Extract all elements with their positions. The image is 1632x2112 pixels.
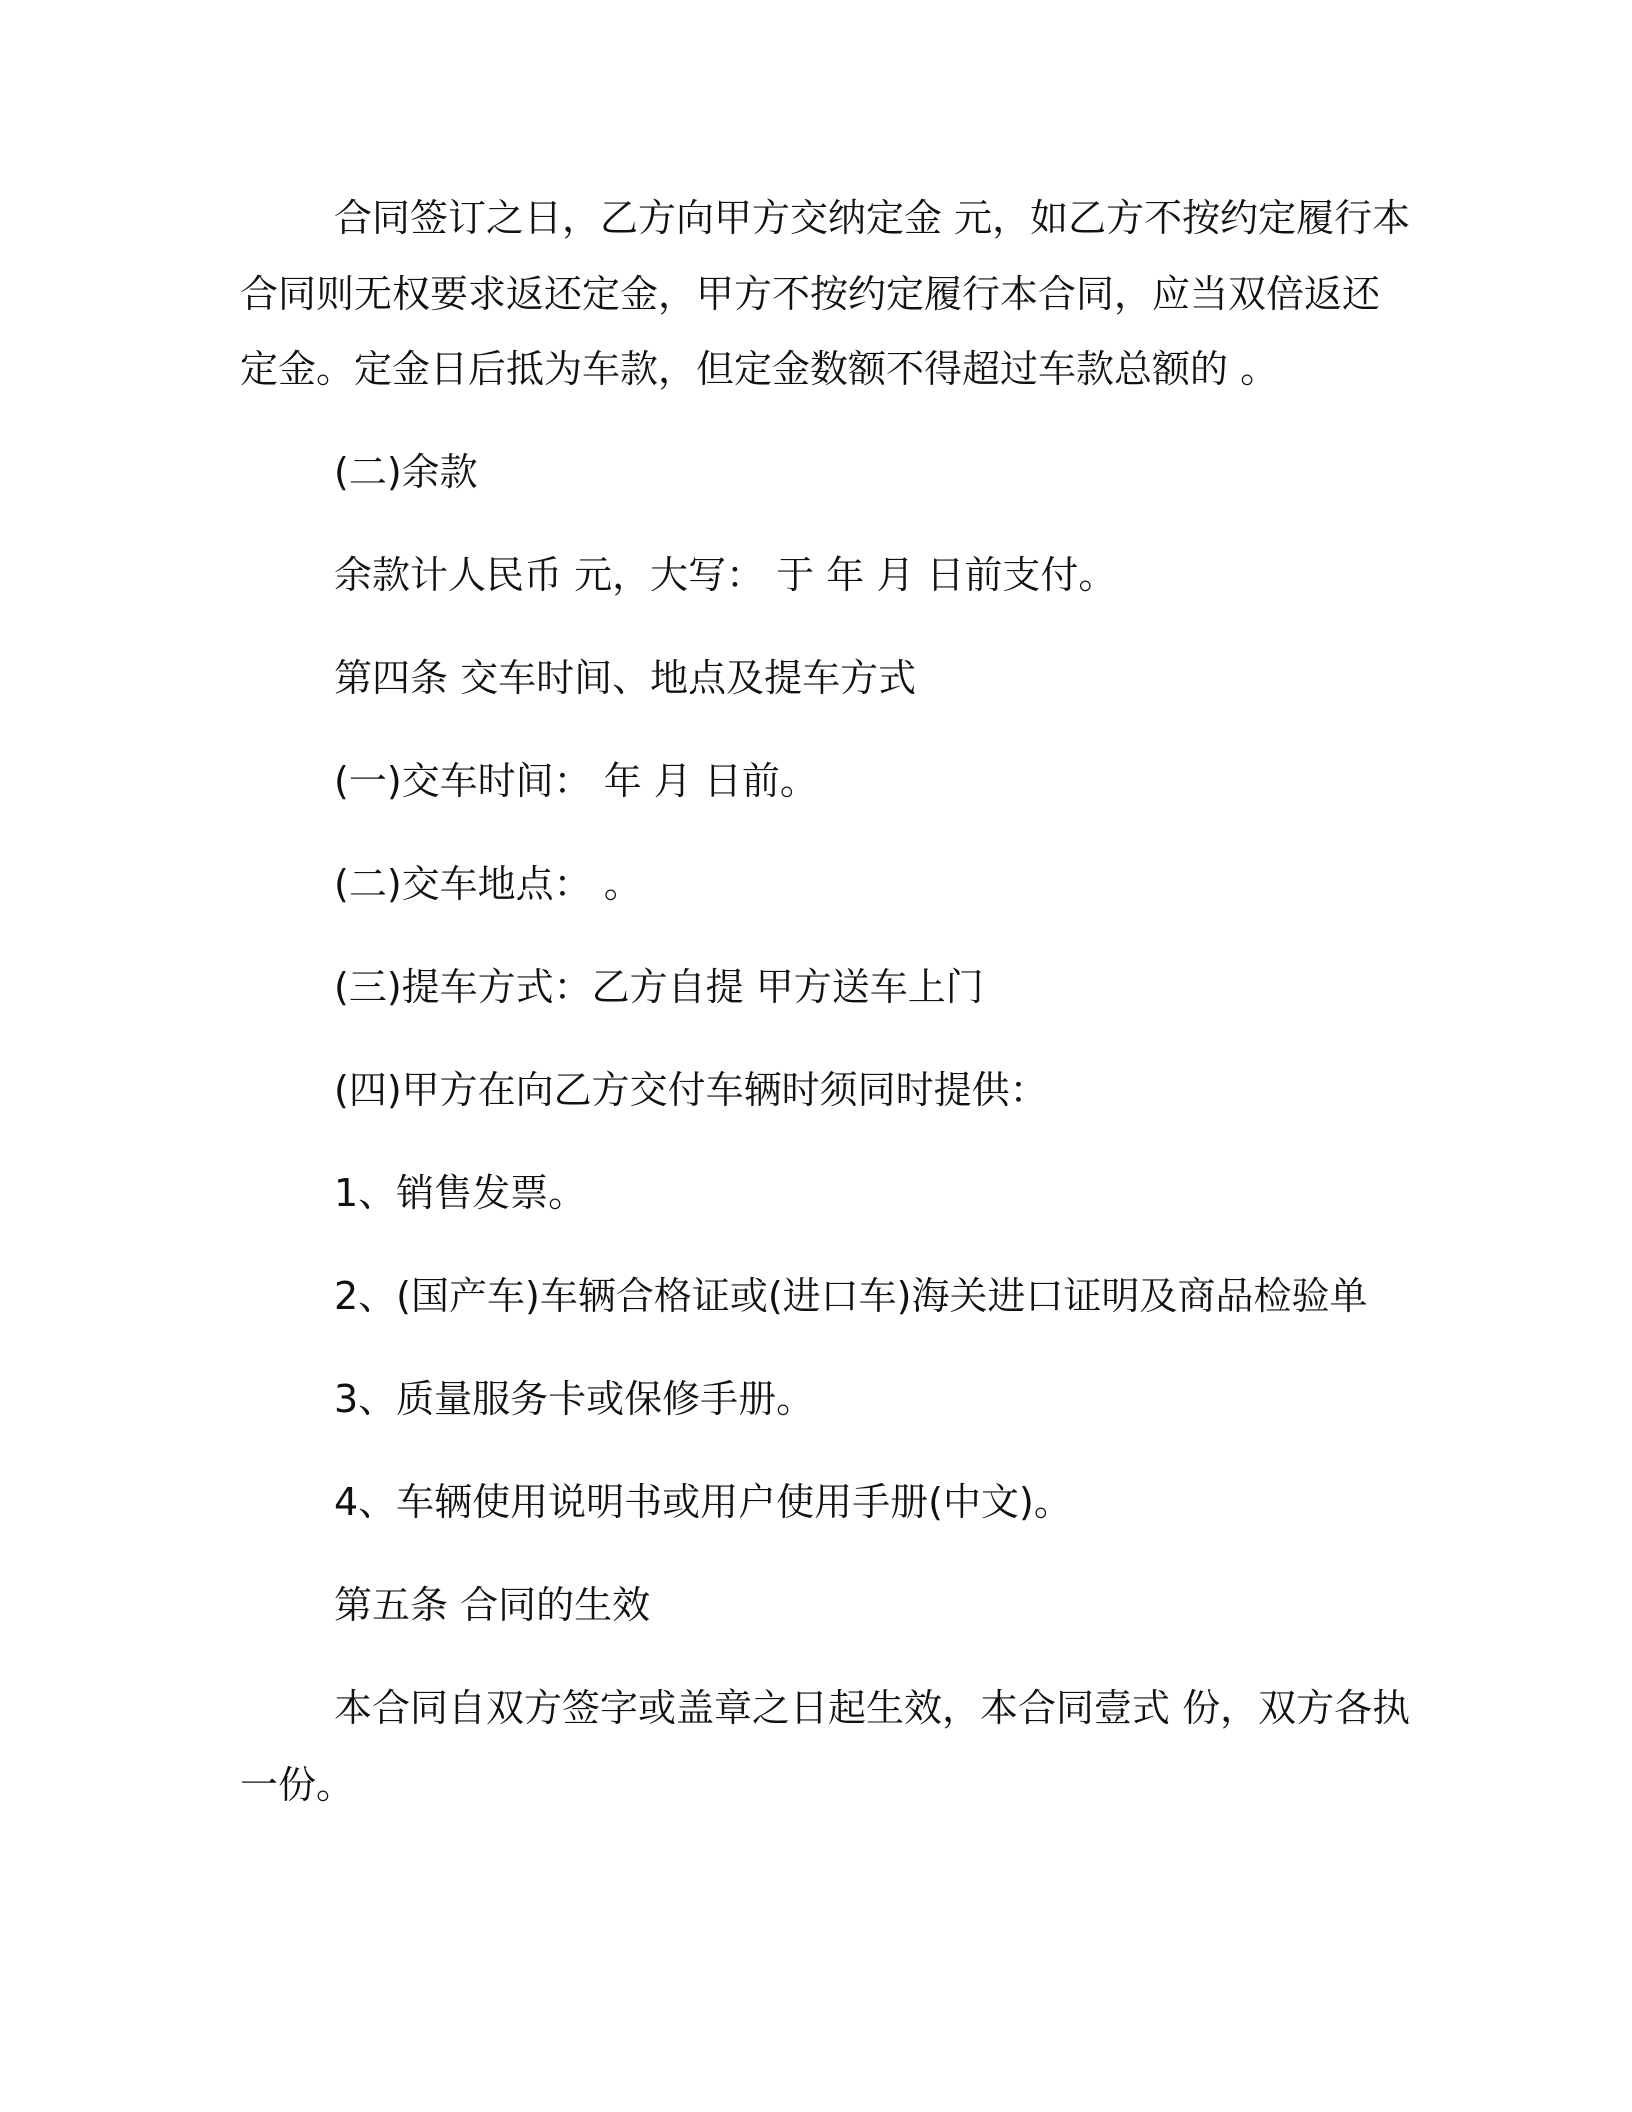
paragraph-deposit-line-1: 合同签订之日，乙方向甲方交纳定金 元，如乙方不按约定履行本: [334, 196, 1411, 240]
paragraph-balance: 余款计人民币 元，大写： 于 年 月 日前支付。: [334, 553, 1117, 597]
article-four-heading: 第四条 交车时间、地点及提车方式: [334, 656, 917, 700]
paragraph-deposit-line-2: 合同则无权要求返还定金，甲方不按约定履行本合同，应当双倍返还: [240, 272, 1381, 316]
list-item-manual: 4、车辆使用说明书或用户使用手册(中文)。: [334, 1480, 1072, 1524]
list-item-invoice: 1、销售发票。: [334, 1171, 587, 1215]
item-pickup-method: (三)提车方式：乙方自提 甲方送车上门: [334, 965, 984, 1009]
paragraph-effect-line-2: 一份。: [240, 1763, 355, 1807]
item-documents-intro: (四)甲方在向乙方交付车辆时须同时提供：: [334, 1068, 1048, 1112]
article-five-heading: 第五条 合同的生效: [334, 1583, 651, 1627]
paragraph-effect-line-1: 本合同自双方签字或盖章之日起生效，本合同壹式 份，双方各执: [334, 1686, 1411, 1730]
section-heading-balance: (二)余款: [334, 450, 478, 494]
list-item-certificate: 2、(国产车)车辆合格证或(进口车)海关进口证明及商品检验单: [334, 1274, 1368, 1318]
paragraph-deposit-line-3: 定金。定金日后抵为车款，但定金数额不得超过车款总额的 。: [240, 347, 1279, 391]
list-item-warranty: 3、质量服务卡或保修手册。: [334, 1377, 815, 1421]
item-delivery-place: (二)交车地点： 。: [334, 862, 642, 906]
item-delivery-time: (一)交车时间： 年 月 日前。: [334, 759, 818, 803]
